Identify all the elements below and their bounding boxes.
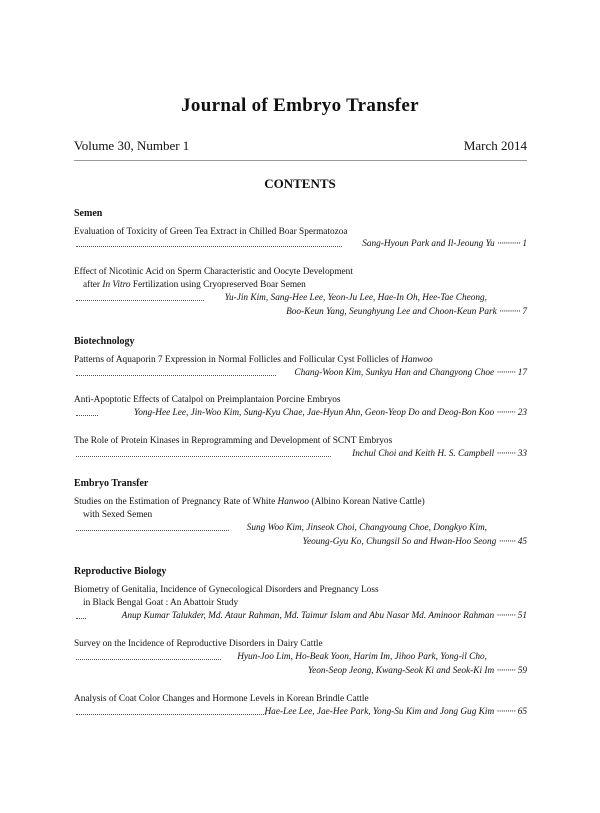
leader-dots [76,617,86,619]
article-9-page: 65 [517,707,527,717]
article-7-page: 51 [517,611,527,621]
article-9-title: Analysis of Coat Color Changes and Hormone Levels in Korean Brindle Cattle [74,694,369,704]
article-2-title-line2: after In Vitro Fertilization using Cryopreserved Boar Semen [83,280,306,290]
article-6-title-line2: with Sexed Semen [83,510,153,520]
article-2-title: Effect of Nicotinic Acid on Sperm Characteristic and Oocyte Development [74,267,353,277]
article-4-title: Anti-Apoptotic Effects of Catalpol on Preimplantaion Porcine Embryos [74,395,341,405]
leader-dots [76,658,221,660]
article-5-title: The Role of Protein Kinases in Reprogramming and Development of SCNT Embryos [74,436,393,446]
article-1-page: 1 [522,239,527,249]
article-1-title: Evaluation of Toxicity of Green Tea Extract in Chilled Boar Spermatozoa [74,227,348,237]
header-divider [74,160,527,161]
article-7-title: Biometry of Genitalia, Incidence of Gynecological Disorders and Pregnancy Loss [74,585,379,595]
article-5-page: 33 [517,449,527,459]
leader-dots [76,414,98,416]
volume-number: Volume 30, Number 1 [74,138,190,153]
article-3-page: 17 [517,368,527,378]
contents-heading: CONTENTS [264,176,336,191]
article-7-authors: Anup Kumar Talukder, Md. Ataur Rahman, Md. Taimur Islam and Abu Nasar Md. Aminoor Rahman [121,611,495,621]
article-6-page: 45 [517,537,527,547]
article-2-authors: Yu-Jin Kim, Sang-Hee Lee, Yeon-Ju Lee, Hae-In Oh, Hee-Tae Cheong, [224,293,487,303]
section-heading-reproductive-biology: Reproductive Biology [74,566,167,577]
article-4-authors: Yong-Hee Lee, Jin-Woo Kim, Sung-Kyu Chae, Jae-Hyun Ahn, Geon-Yeop Do and Deog-Bon Koo [133,408,495,418]
section-heading-biotechnology: Biotechnology [74,336,135,347]
leader-dots [76,374,276,376]
article-6-authors: Sung Woo Kim, Jinseok Choi, Changyoung Choe, Dongkyo Kim, [246,523,487,533]
article-3-title: Patterns of Aquaporin 7 Expression in Normal Follicles and Follicular Cyst Follicles of Hanwoo [74,355,433,365]
leader-dots [76,529,229,531]
leader-dots [76,455,331,457]
article-8-page: 59 [517,666,527,676]
leader-dots [76,299,204,301]
section-heading-semen: Semen [74,208,103,219]
article-8-title: Survey on the Incidence of Reproductive Disorders in Dairy Cattle [74,639,323,649]
leader-dots [76,713,266,715]
article-7-title-line2: in Black Bengal Goat : An Abattoir Study [83,598,239,608]
journal-title: Journal of Embryo Transfer [181,95,419,116]
article-5-authors: Inchul Choi and Keith H. S. Campbell [352,449,495,459]
article-2-page: 7 [522,307,527,317]
article-6-title: Studies on the Estimation of Pregnancy Rate of White Hanwoo (Albino Korean Native Cattle) [74,497,425,507]
article-1-authors: Sang-Hyoun Park and Il-Jeoung Yu [362,239,495,249]
article-4-page: 23 [517,408,527,418]
issue-date: March 2014 [463,138,527,153]
section-heading-embryo-transfer: Embryo Transfer [74,478,149,489]
article-8-authors: Hyun-Joo Lim, Ho-Beak Yoon, Harim Im, Jihoo Park, Yong-il Cho, [237,652,487,662]
leader-dots [76,245,342,247]
article-3-authors: Chang-Woon Kim, Sunkyu Han and Changyong Choe [294,368,495,378]
article-9-authors: Hae-Lee Lee, Jae-Hee Park, Yong-Su Kim and Jong Gug Kim [264,707,495,717]
